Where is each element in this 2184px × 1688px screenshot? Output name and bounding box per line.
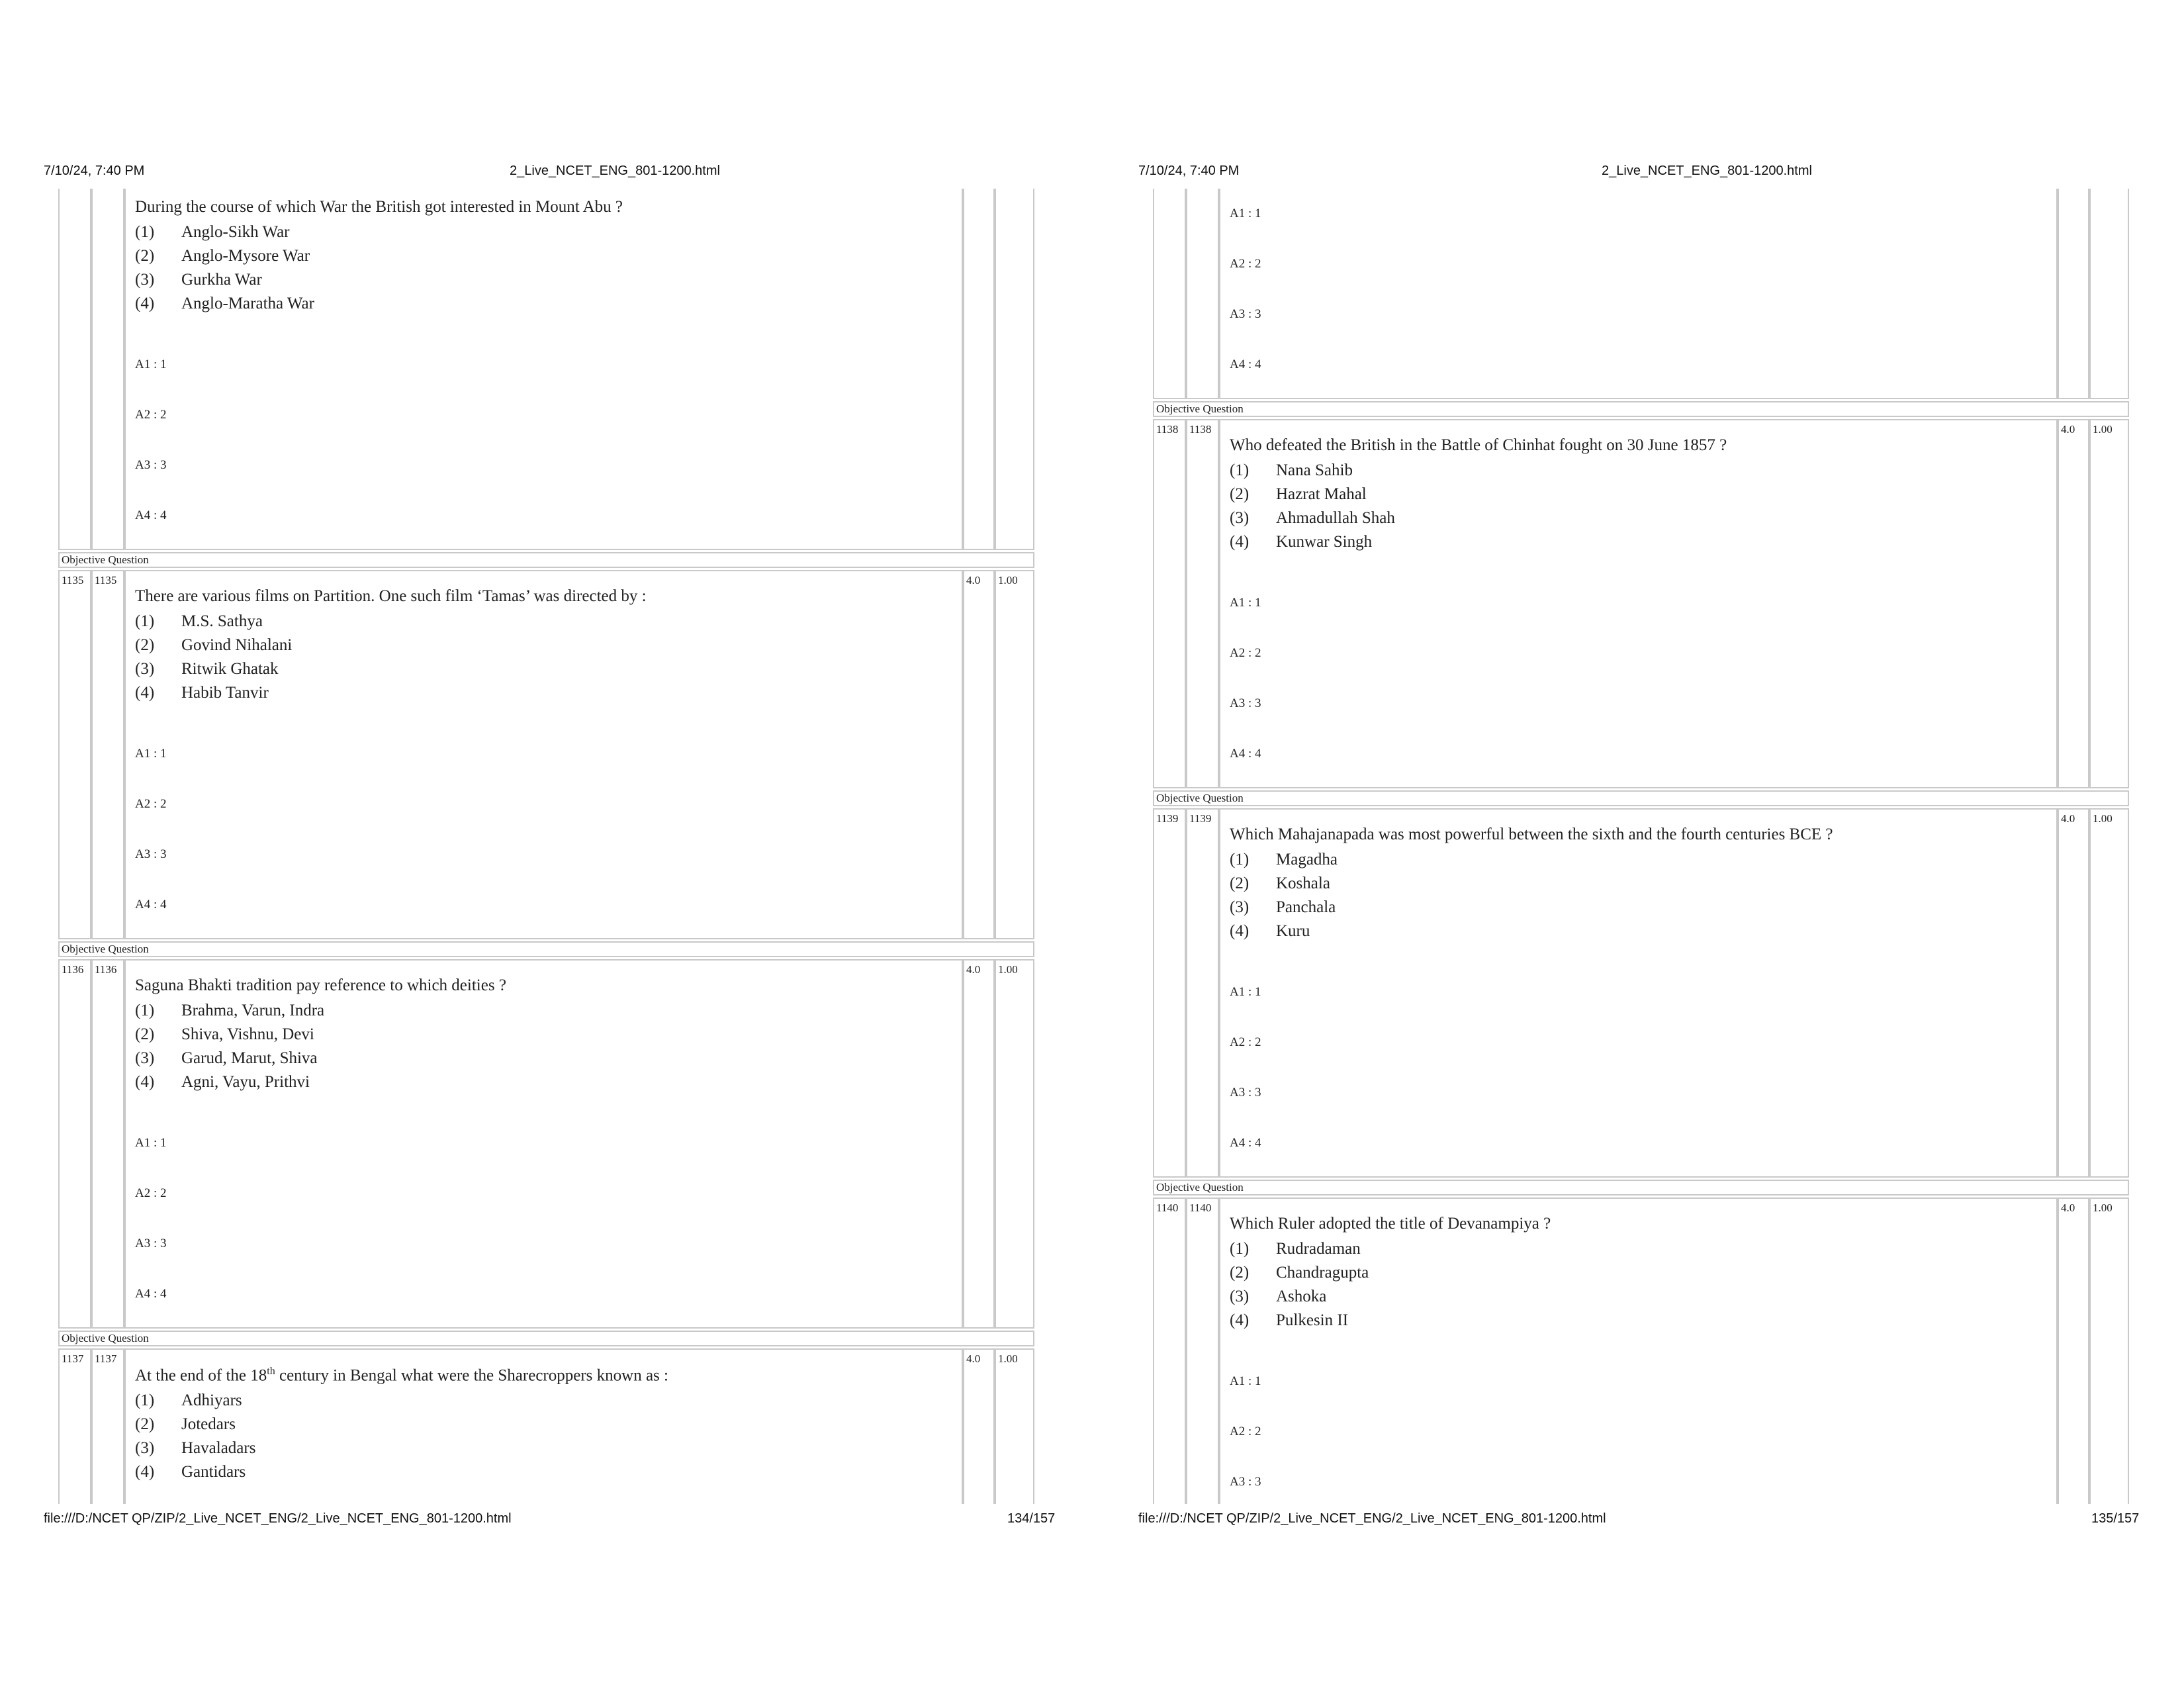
question-id: 1135 xyxy=(91,570,124,939)
option xyxy=(1230,459,2047,483)
answer-option: A1 : 1 xyxy=(1230,985,1261,999)
negative-marks: 1.00 xyxy=(2089,808,2129,1178)
question-row xyxy=(1153,1197,2129,1504)
answer-option: A3 : 3 xyxy=(135,847,167,861)
option-text: Havaladars xyxy=(181,1439,256,1458)
answer-option: A1 : 1 xyxy=(135,1136,167,1150)
answer-option: A1 : 1 xyxy=(135,357,167,371)
option xyxy=(135,1460,952,1484)
option-number: (4) xyxy=(1230,1311,1250,1329)
question-table xyxy=(58,189,1034,1504)
question-text-part: At the end of the 18 xyxy=(135,1366,267,1385)
option xyxy=(1230,483,2047,506)
option-text: Kuru xyxy=(1276,922,1310,940)
answer-option: A1 : 1 xyxy=(1230,207,1261,220)
option-text: Koshala xyxy=(1276,874,1330,892)
option-number: (4) xyxy=(135,1073,155,1091)
answer-option: A2 : 2 xyxy=(1230,257,1261,271)
option xyxy=(1230,1285,2047,1309)
option xyxy=(1230,848,2047,872)
option xyxy=(1230,506,2047,530)
question-text: Which Ruler adopted the title of Devanampiya ? xyxy=(1230,1215,1551,1233)
question-row xyxy=(1153,419,2129,788)
negative-marks: 1.00 xyxy=(995,1348,1034,1504)
question-type-label: Objective Question xyxy=(58,941,1034,957)
option xyxy=(135,610,952,633)
option xyxy=(1230,530,2047,554)
question-body xyxy=(124,189,963,550)
question-id: 1135 xyxy=(58,570,91,939)
option-number: (3) xyxy=(1230,509,1250,527)
answer-option: A3 : 3 xyxy=(1230,1086,1261,1100)
question-body xyxy=(1219,1197,2058,1504)
option-text: Habib Tanvir xyxy=(181,684,269,702)
option-text: Ahmadullah Shah xyxy=(1276,509,1395,527)
question-id-cell xyxy=(1186,189,1219,399)
option-text: Gantidars xyxy=(181,1463,246,1481)
question-row xyxy=(1153,808,2129,1178)
question-id-cell xyxy=(91,189,124,550)
answer-option: A3 : 3 xyxy=(135,458,167,472)
page-number: 134/157 xyxy=(1007,1511,1056,1526)
option-number: (1) xyxy=(1230,1240,1250,1258)
answer-option: A4 : 4 xyxy=(1230,357,1261,371)
question-text-part: century in Bengal what were the Sharecroppers known as : xyxy=(275,1366,668,1385)
question-id: 1137 xyxy=(58,1348,91,1504)
option-text: Govind Nihalani xyxy=(181,636,293,654)
option-number: (4) xyxy=(135,684,155,702)
option-number: (2) xyxy=(135,1415,155,1434)
marks: 4.0 xyxy=(2058,419,2089,788)
option-text: Garud, Marut, Shiva xyxy=(181,1049,318,1067)
option-number: (1) xyxy=(135,1391,155,1410)
answer-option: A4 : 4 xyxy=(1230,747,1261,761)
answer-option: A4 : 4 xyxy=(135,898,167,912)
option-number: (2) xyxy=(1230,485,1250,503)
answer-option: A1 : 1 xyxy=(1230,596,1261,610)
question-id: 1137 xyxy=(91,1348,124,1504)
answer-option: A1 : 1 xyxy=(1230,1374,1261,1388)
question-row xyxy=(58,570,1034,939)
marks: 4.0 xyxy=(963,959,995,1329)
option xyxy=(1230,919,2047,943)
option xyxy=(135,1413,952,1436)
marks: 4.0 xyxy=(2058,808,2089,1178)
negative-marks: 1.00 xyxy=(995,959,1034,1329)
option-text: Anglo-Sikh War xyxy=(181,223,290,241)
print-title: 2_Live_NCET_ENG_801-1200.html xyxy=(510,164,720,178)
option-text: Agni, Vayu, Prithvi xyxy=(181,1073,310,1091)
option-text: Hazrat Mahal xyxy=(1276,485,1367,503)
option-text: Adhiyars xyxy=(181,1391,242,1410)
answer-option: A2 : 2 xyxy=(1230,1425,1261,1438)
question-row-continued xyxy=(1153,189,2129,399)
option-number: (3) xyxy=(135,271,155,289)
negative-marks: 1.00 xyxy=(995,570,1034,939)
option-number: (4) xyxy=(1230,922,1250,940)
answer-option: A1 : 1 xyxy=(135,747,167,761)
answer-option: A2 : 2 xyxy=(135,797,167,811)
option xyxy=(135,1436,952,1460)
question-id-cell xyxy=(1153,189,1186,399)
option-number: (1) xyxy=(1230,851,1250,868)
option xyxy=(135,657,952,681)
option-text: Nana Sahib xyxy=(1276,461,1353,479)
option-number: (3) xyxy=(1230,1288,1250,1305)
marks: 4.0 xyxy=(963,1348,995,1504)
option xyxy=(135,292,952,316)
print-date: 7/10/24, 7:40 PM xyxy=(1138,164,1240,178)
negative-marks-cell xyxy=(2089,189,2129,399)
option-number: (1) xyxy=(1230,461,1250,479)
answer-option: A4 : 4 xyxy=(135,1287,167,1301)
question-text-superscript: th xyxy=(267,1366,275,1377)
option xyxy=(135,1023,952,1047)
question-id: 1138 xyxy=(1186,419,1219,788)
option xyxy=(135,1047,952,1070)
option-text: Brahma, Varun, Indra xyxy=(181,1002,325,1019)
negative-marks: 1.00 xyxy=(2089,419,2129,788)
option-number: (3) xyxy=(135,1049,155,1067)
question-row-continued xyxy=(58,189,1034,550)
question-table xyxy=(1153,189,2129,1504)
question-body xyxy=(1219,808,2058,1178)
option-number: (4) xyxy=(135,295,155,312)
option-text: Pulkesin II xyxy=(1276,1311,1349,1329)
question-body xyxy=(124,570,963,939)
question-type-label: Objective Question xyxy=(1153,1180,2129,1196)
question-type-label: Objective Question xyxy=(58,1331,1034,1346)
question-text xyxy=(135,1366,952,1385)
option-text: Ashoka xyxy=(1276,1288,1327,1305)
option-number: (3) xyxy=(135,660,155,678)
option-number: (1) xyxy=(135,223,155,241)
print-file-path: file:///D:/NCET QP/ZIP/2_Live_NCET_ENG/2_Live_NCET_ENG_801-1200.html xyxy=(1138,1511,1606,1526)
question-text: During the course of which War the British got interested in Mount Abu ? xyxy=(135,198,623,216)
print-date: 7/10/24, 7:40 PM xyxy=(44,164,145,178)
answer-option: A3 : 3 xyxy=(135,1237,167,1250)
option-text: Ritwik Ghatak xyxy=(181,660,279,678)
answer-option: A4 : 4 xyxy=(1230,1136,1261,1150)
option xyxy=(135,681,952,705)
option xyxy=(135,999,952,1023)
option xyxy=(1230,1309,2047,1333)
option xyxy=(135,268,952,292)
option-number: (2) xyxy=(135,247,155,265)
option xyxy=(135,633,952,657)
question-type-label: Objective Question xyxy=(1153,401,2129,417)
marks-cell xyxy=(2058,189,2089,399)
print-title: 2_Live_NCET_ENG_801-1200.html xyxy=(1602,164,1812,178)
option-text: Magadha xyxy=(1276,851,1338,868)
answer-option: A3 : 3 xyxy=(1230,696,1261,710)
option xyxy=(1230,872,2047,896)
question-id: 1140 xyxy=(1153,1197,1186,1504)
question-type-label: Objective Question xyxy=(58,552,1034,568)
option-text: Jotedars xyxy=(181,1415,236,1434)
option xyxy=(135,1070,952,1094)
marks: 4.0 xyxy=(2058,1197,2089,1504)
option-number: (4) xyxy=(135,1463,155,1481)
option xyxy=(1230,896,2047,919)
option-text: Anglo-Mysore War xyxy=(181,247,310,265)
option xyxy=(1230,1237,2047,1261)
option-number: (3) xyxy=(135,1439,155,1458)
marks: 4.0 xyxy=(963,570,995,939)
question-id-cell xyxy=(58,189,91,550)
printed-page-right xyxy=(1092,0,2184,1688)
question-body xyxy=(124,959,963,1329)
option-text: Gurkha War xyxy=(181,271,262,289)
answer-option: A2 : 2 xyxy=(1230,646,1261,660)
option-text: Shiva, Vishnu, Devi xyxy=(181,1025,314,1043)
answer-option: A2 : 2 xyxy=(1230,1035,1261,1049)
question-text: There are various films on Partition. One such film ‘Tamas’ was directed by : xyxy=(135,587,647,605)
negative-marks: 1.00 xyxy=(2089,1197,2129,1504)
question-body xyxy=(1219,189,2058,399)
option-number: (4) xyxy=(1230,533,1250,551)
answer-option: A3 : 3 xyxy=(1230,307,1261,321)
option-number: (2) xyxy=(1230,874,1250,892)
negative-marks-cell xyxy=(995,189,1034,550)
option-number: (2) xyxy=(135,1025,155,1043)
question-id: 1139 xyxy=(1153,808,1186,1178)
question-id: 1140 xyxy=(1186,1197,1219,1504)
option xyxy=(135,1389,952,1413)
question-id: 1136 xyxy=(58,959,91,1329)
question-row xyxy=(58,1348,1034,1504)
question-id: 1138 xyxy=(1153,419,1186,788)
answer-option: A3 : 3 xyxy=(1230,1475,1261,1489)
question-id: 1139 xyxy=(1186,808,1219,1178)
option xyxy=(1230,1261,2047,1285)
answer-option: A4 : 4 xyxy=(135,508,167,522)
question-text: Who defeated the British in the Battle of Chinhat fought on 30 June 1857 ? xyxy=(1230,436,1727,454)
question-body xyxy=(124,1348,963,1504)
option-text: Panchala xyxy=(1276,898,1336,916)
answer-option: A2 : 2 xyxy=(135,408,167,422)
marks-cell xyxy=(963,189,995,550)
question-text: Which Mahajanapada was most powerful between the sixth and the fourth centuries BCE ? xyxy=(1230,825,1833,843)
option-text: M.S. Sathya xyxy=(181,612,263,630)
answer-option: A2 : 2 xyxy=(135,1186,167,1200)
option-text: Chandragupta xyxy=(1276,1264,1369,1282)
question-row xyxy=(58,959,1034,1329)
question-body xyxy=(1219,419,2058,788)
question-text: Saguna Bhakti tradition pay reference to which deities ? xyxy=(135,976,506,994)
option xyxy=(135,244,952,268)
option-number: (1) xyxy=(135,1002,155,1019)
option xyxy=(135,220,952,244)
option-number: (1) xyxy=(135,612,155,630)
option-text: Kunwar Singh xyxy=(1276,533,1373,551)
option-text: Rudradaman xyxy=(1276,1240,1361,1258)
option-number: (2) xyxy=(1230,1264,1250,1282)
option-number: (2) xyxy=(135,636,155,654)
page-number: 135/157 xyxy=(2091,1511,2140,1526)
question-type-label: Objective Question xyxy=(1153,790,2129,806)
option-text: Anglo-Maratha War xyxy=(181,295,314,312)
question-id: 1136 xyxy=(91,959,124,1329)
option-number: (3) xyxy=(1230,898,1250,916)
print-file-path: file:///D:/NCET QP/ZIP/2_Live_NCET_ENG/2_Live_NCET_ENG_801-1200.html xyxy=(44,1511,512,1526)
